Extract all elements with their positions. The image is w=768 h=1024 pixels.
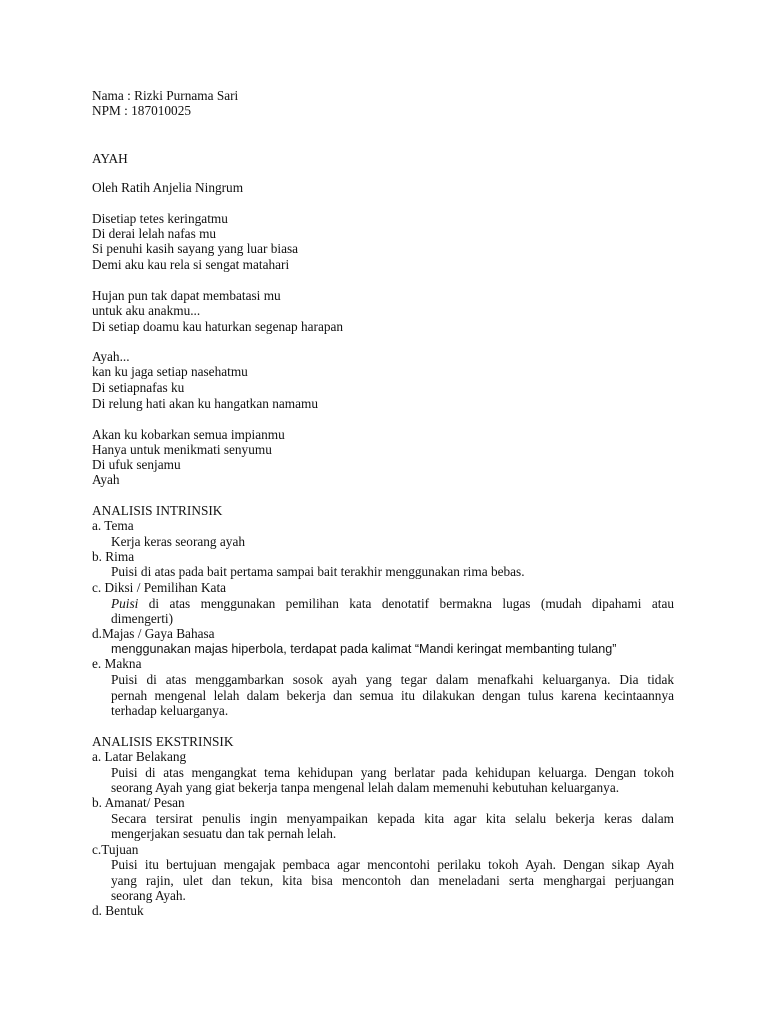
latar-text: seorang Ayah yang giat bekerja tanpa mengenal lelah dalam memenuhi kebutuhan keluarganya. xyxy=(111,780,620,795)
diksi-italic-word: Puisi xyxy=(111,596,139,611)
amanat-text: mengerjakan sesuatu dan tak pernah lelah. xyxy=(111,826,337,841)
makna-label: e. Makna xyxy=(92,656,142,671)
poem-author: Oleh Ratih Anjelia Ningrum xyxy=(92,180,244,195)
tema-label: a. Tema xyxy=(92,518,134,533)
section-heading-intrinsik: ANALISIS INTRINSIK xyxy=(92,503,223,518)
student-npm: NPM : 187010025 xyxy=(92,103,191,118)
poem-line: Akan ku kobarkan semua impianmu xyxy=(92,427,285,442)
tujuan-text: yang rajin, ulet dan tekun, kita bisa mencontoh dan meneladani serta menghargai perjuangan xyxy=(111,873,674,888)
diksi-text-rest: di atas menggunakan pemilihan kata denotatif bermakna lugas (mudah dipahami atau xyxy=(148,596,674,611)
bentuk-label: d. Bentuk xyxy=(92,903,144,918)
diksi-label: c. Diksi / Pemilihan Kata xyxy=(92,580,227,595)
poem-line: Di relung hati akan ku hangatkan namamu xyxy=(92,396,318,411)
poem-line: Si penuhi kasih sayang yang luar biasa xyxy=(92,241,299,256)
tujuan-text: Puisi itu bertujuan mengajak pembaca agar mencontohi perilaku tokoh Ayah. Dengan sikap Ayah xyxy=(111,857,674,872)
poem-line: Di derai lelah nafas mu xyxy=(92,226,217,241)
tujuan-text: seorang Ayah. xyxy=(111,888,186,903)
poem-title: AYAH xyxy=(92,151,128,166)
poem-line: Demi aku kau rela si sengat matahari xyxy=(92,257,290,272)
poem-line: untuk aku anakmu... xyxy=(92,303,201,318)
makna-text: terhadap keluarganya. xyxy=(111,703,229,718)
student-name: Nama : Rizki Purnama Sari xyxy=(92,88,239,103)
poem-line: Hujan pun tak dapat membatasi mu xyxy=(92,288,281,303)
latar-text: Puisi di atas mengangkat tema kehidupan yang berlatar pada kehidupan keluarga. Dengan tokoh xyxy=(111,765,674,780)
poem-line: Di setiap doamu kau haturkan segenap harapan xyxy=(92,319,344,334)
tujuan-label: c.Tujuan xyxy=(92,842,139,857)
diksi-text xyxy=(111,596,674,611)
poem-line: Ayah xyxy=(92,472,120,487)
makna-text: Puisi di atas menggambarkan sosok ayah yang tegar dalam menafkahi keluarganya. Dia tidak xyxy=(111,672,674,687)
poem-line: Hanya untuk menikmati senyumu xyxy=(92,442,272,457)
poem-line: Di setiapnafas ku xyxy=(92,380,185,395)
majas-label: d.Majas / Gaya Bahasa xyxy=(92,626,215,641)
tema-text: Kerja keras seorang ayah xyxy=(111,534,246,549)
poem-line: Disetiap tetes keringatmu xyxy=(92,211,228,226)
amanat-label: b. Amanat/ Pesan xyxy=(92,795,185,810)
latar-label: a. Latar Belakang xyxy=(92,749,187,764)
poem-line: Di ufuk senjamu xyxy=(92,457,181,472)
rima-text: Puisi di atas pada bait pertama sampai bait terakhir menggunakan rima bebas. xyxy=(111,564,525,579)
section-heading-ekstrinsik: ANALISIS EKSTRINSIK xyxy=(92,734,234,749)
rima-label: b. Rima xyxy=(92,549,135,564)
majas-text: menggunakan majas hiperbola, terdapat pada kalimat “Mandi keringat membanting tulang” xyxy=(111,642,617,656)
amanat-text: Secara tersirat penulis ingin menyampaikan kepada kita agar kita selalu bekerja keras dalam xyxy=(111,811,674,826)
makna-text: pernah mengenal lelah dalam bekerja dan semua itu dilakukan dengan tulus karena kecintaannya xyxy=(111,688,674,703)
poem-line: kan ku jaga setiap nasehatmu xyxy=(92,364,248,379)
diksi-text-cont: dimengerti) xyxy=(111,611,174,626)
poem-line: Ayah... xyxy=(92,349,130,364)
